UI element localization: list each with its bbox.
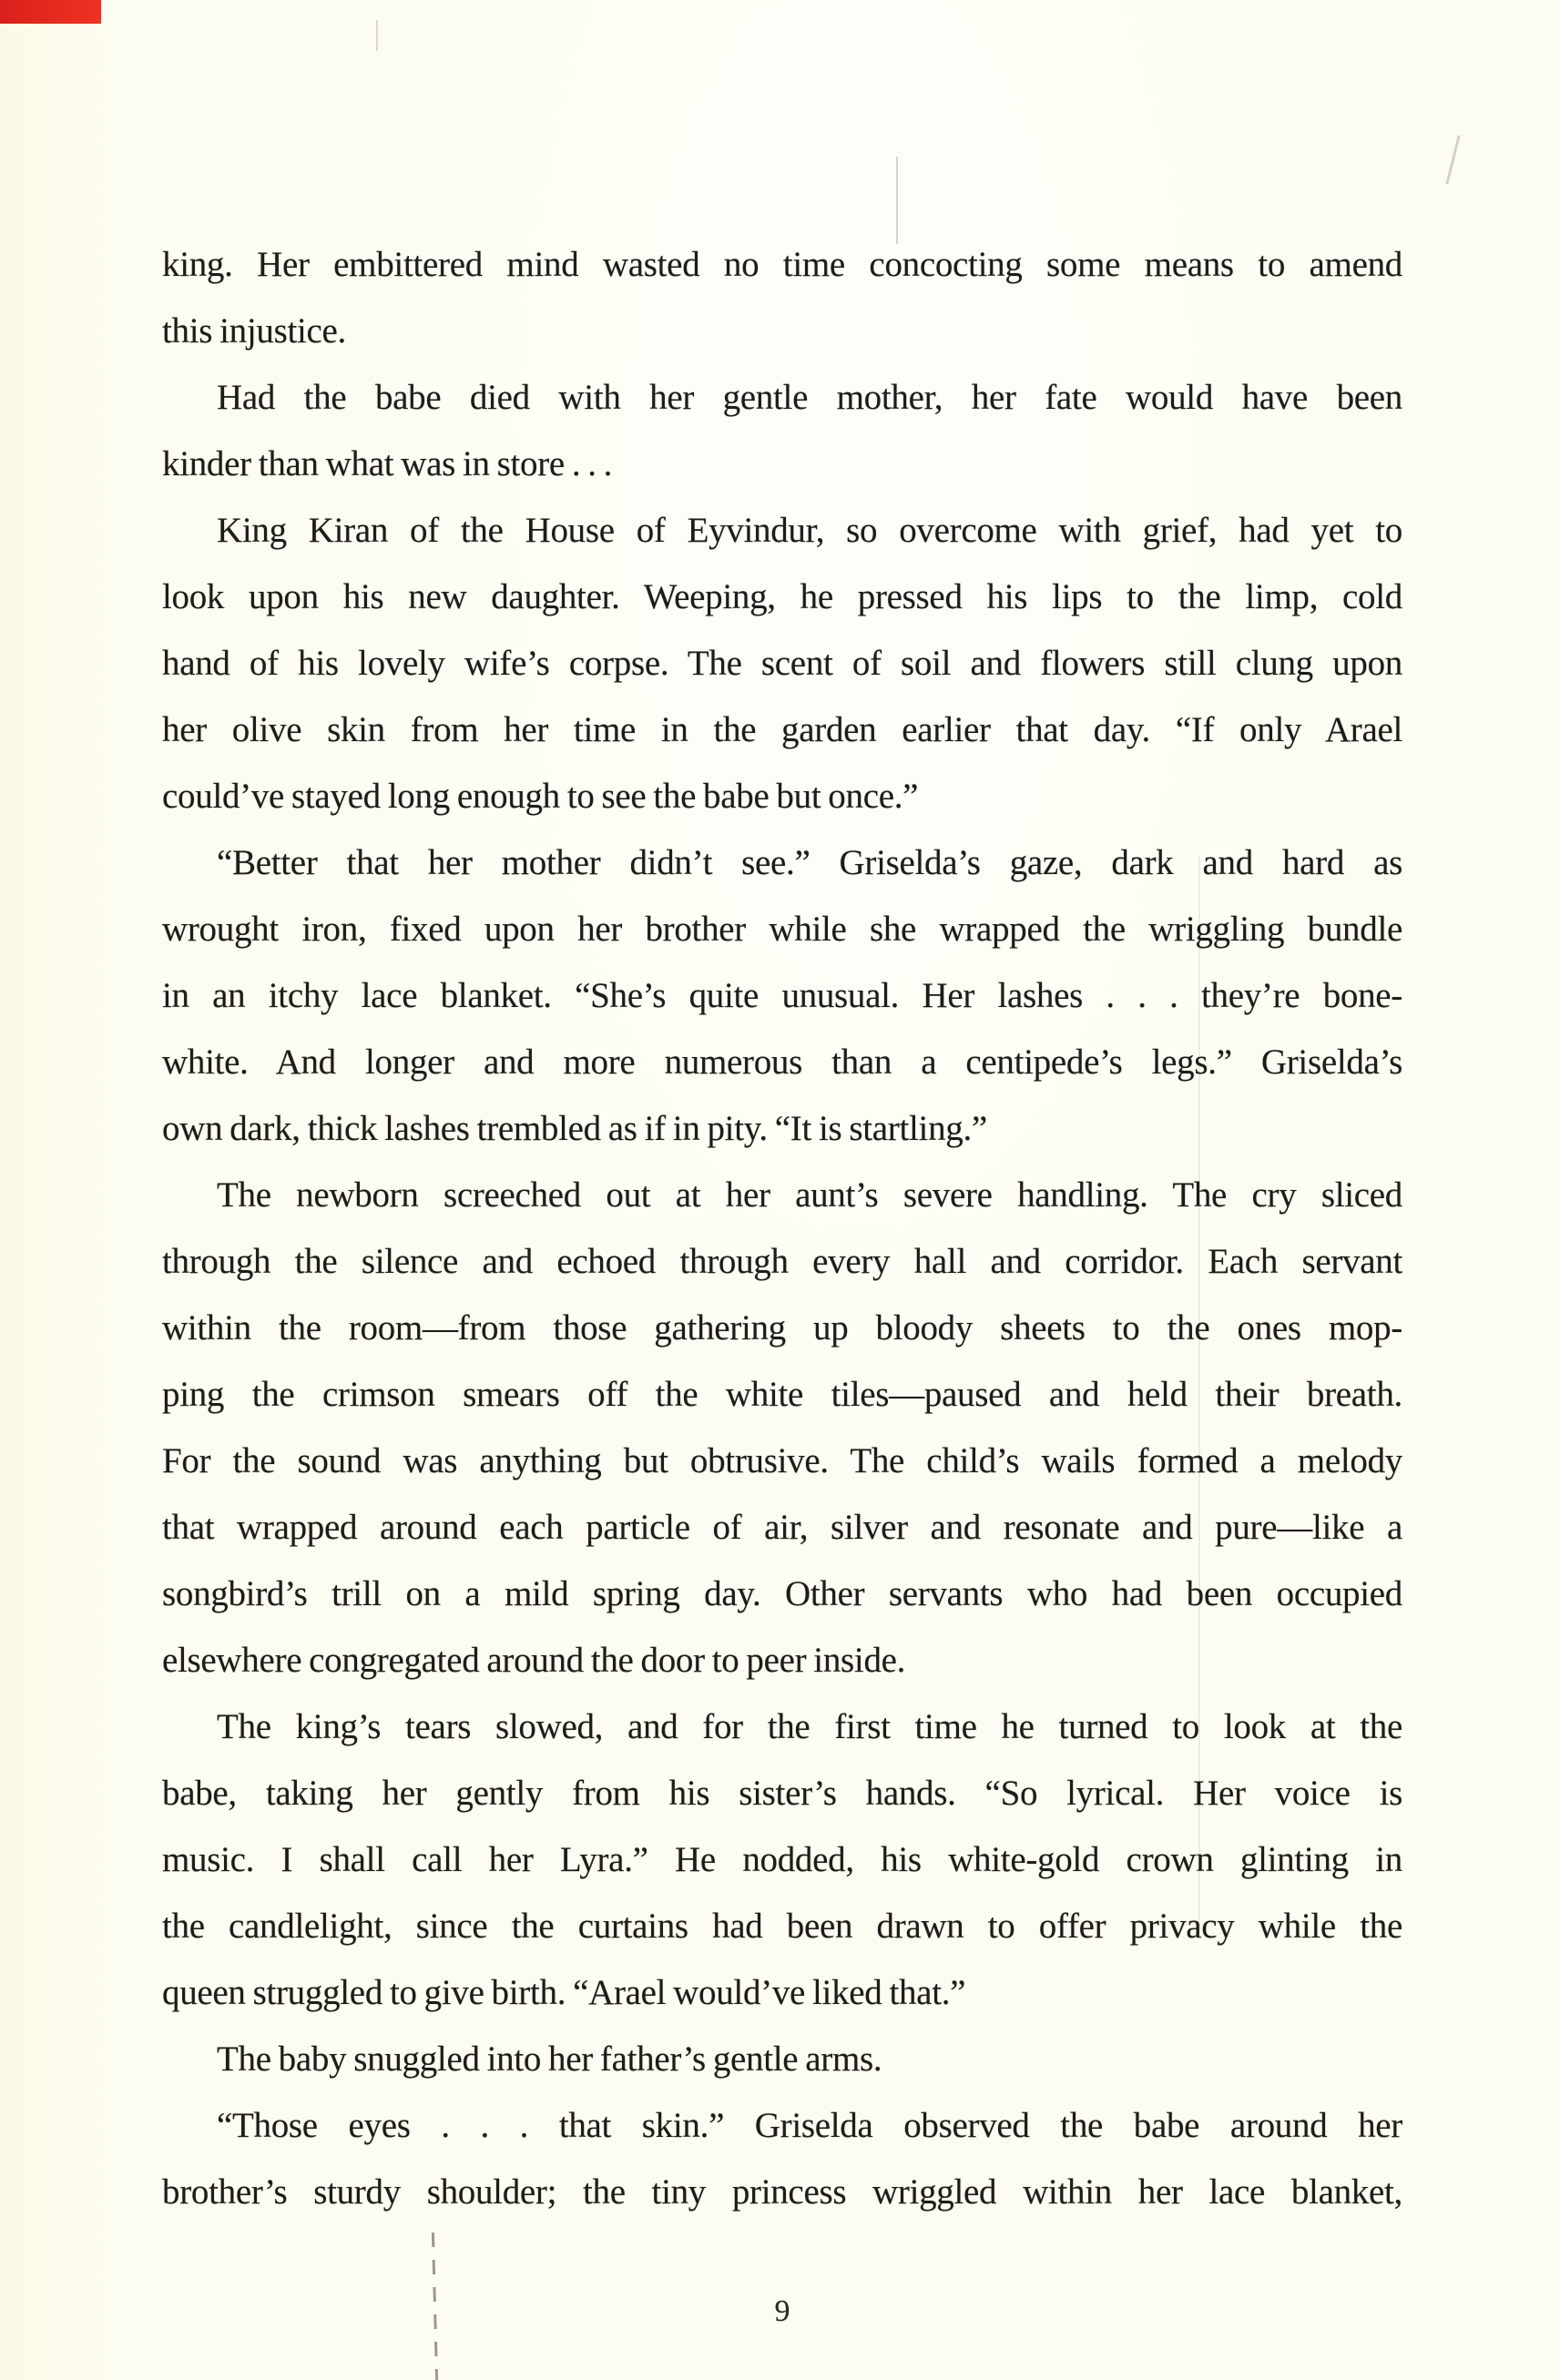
text-line: For the sound was anything but obtrusive. The child’s wails formed a melody (162, 1441, 1402, 1480)
page-number: 9 (774, 2294, 790, 2328)
text-line: “Better that her mother didn’t see.” Griselda’s gaze, dark and hard as (217, 843, 1402, 882)
text-line: own dark, thick lashes trembled as if in pity. “It is startling.” (162, 1109, 987, 1148)
text-line: that wrapped around each particle of air, silver and resonate and pure—like a (162, 1508, 1402, 1547)
body-text-block (162, 231, 1402, 2225)
scan-artifact-mark-top-right (1445, 135, 1460, 184)
text-line: kinder than what was in store . . . (162, 444, 613, 483)
text-line: through the silence and echoed through every hall and corridor. Each servant (162, 1242, 1402, 1281)
text-line: in an itchy lace blanket. “She’s quite unusual. Her lashes . . . they’re bone- (162, 976, 1402, 1015)
text-line: this injustice. (162, 311, 346, 351)
text-line: ping the crimson smears off the white tiles—paused and held their breath. (162, 1375, 1402, 1414)
text-line: The newborn screeched out at her aunt’s severe handling. The cry sliced (217, 1175, 1402, 1215)
text-line: Had the babe died with her gentle mother, her fate would have been (217, 378, 1402, 417)
text-line: songbird’s trill on a mild spring day. Other servants who had been occupied (162, 1574, 1402, 1613)
text-line: elsewhere congregated around the door to peer inside. (162, 1641, 906, 1680)
text-line: “Those eyes . . . that skin.” Griselda observed the babe around her (217, 2106, 1402, 2145)
text-line: music. I shall call her Lyra.” He nodded, his white-gold crown glinting in (162, 1840, 1402, 1879)
text-line: within the room—from those gathering up bloody sheets to the ones mop- (162, 1308, 1402, 1348)
scan-artifact-small-mark-top-left (376, 20, 378, 51)
text-line: king. Her embittered mind wasted no time concocting some means to amend (162, 245, 1402, 284)
text-line: look upon his new daughter. Weeping, he pressed his lips to the limp, cold (162, 577, 1402, 616)
text-line: The baby snuggled into her father’s gentle arms. (217, 2039, 882, 2079)
text-line: The king’s tears slowed, and for the first time he turned to look at the (217, 1707, 1402, 1746)
text-line: wrought iron, fixed upon her brother while she wrapped the wriggling bundle (162, 910, 1402, 949)
text-line: brother’s sturdy shoulder; the tiny princess wriggled within her lace blanket, (162, 2172, 1402, 2212)
text-line: King Kiran of the House of Eyvindur, so overcome with grief, had yet to (217, 511, 1402, 550)
red-corner-tab (0, 0, 101, 24)
text-line: the candlelight, since the curtains had been drawn to offer privacy while the (162, 1907, 1402, 1946)
text-line: babe, taking her gently from his sister’s hands. “So lyrical. Her voice is (162, 1774, 1402, 1813)
text-line: hand of his lovely wife’s corpse. The scent of soil and flowers still clung upon (162, 644, 1402, 683)
text-line: white. And longer and more numerous than a centipede’s legs.” Griselda’s (162, 1043, 1402, 1082)
text-line: her olive skin from her time in the garden earlier that day. “If only Arael (162, 710, 1402, 749)
text-line: queen struggled to give birth. “Arael would’ve liked that.” (162, 1973, 966, 2012)
text-line: could’ve stayed long enough to see the babe but once.” (162, 777, 919, 816)
